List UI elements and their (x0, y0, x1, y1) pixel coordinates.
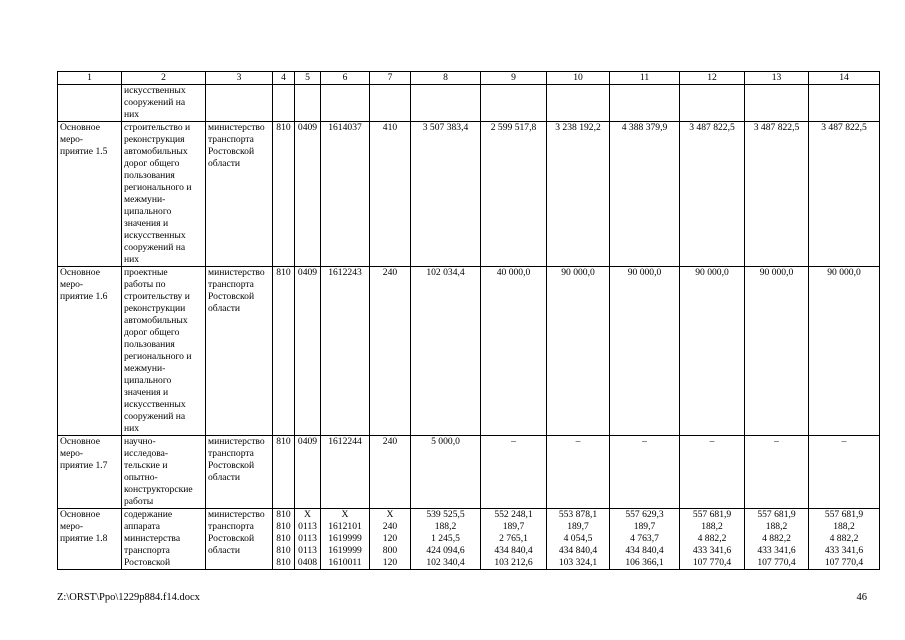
value-cell: 553 878,1 189,7 4 054,5 434 840,4 103 324,1 (547, 509, 610, 570)
value-cell: 3 487 822,5 (680, 122, 745, 267)
code-cell: Х 0113 0113 0113 0408 (295, 509, 321, 570)
header-cell: 1 (58, 72, 122, 85)
executor-cell: министерство транспорта Ростовской области (206, 509, 273, 570)
value-cell: 557 681,9 188,2 4 882,2 433 341,6 107 770,4 (680, 509, 745, 570)
value-cell: 102 034,4 (411, 267, 481, 436)
table-row (58, 436, 880, 509)
value-cell: – (610, 436, 680, 509)
value-cell: – (809, 436, 880, 509)
value-cell: 90 000,0 (547, 267, 610, 436)
code-cell: 1612244 (321, 436, 370, 509)
value-cell: – (547, 436, 610, 509)
measure-name-cell: искусственных сооружений на них (122, 85, 206, 122)
header-cell: 2 (122, 72, 206, 85)
code-cell: 0409 (295, 436, 321, 509)
value-cell: 4 388 379,9 (610, 122, 680, 267)
measure-name-cell: содержание аппарата министерства транспорта Ростовской (122, 509, 206, 570)
code-cell: 810 (273, 267, 295, 436)
header-cell: 3 (206, 72, 273, 85)
value-cell: – (745, 436, 809, 509)
header-row (58, 72, 880, 85)
code-cell: 810 810 810 810 810 (273, 509, 295, 570)
code-cell: Х 240 120 800 120 (370, 509, 411, 570)
value-cell: 90 000,0 (809, 267, 880, 436)
code-cell: 410 (370, 122, 411, 267)
value-cell: 40 000,0 (481, 267, 547, 436)
header-cell: 4 (273, 72, 295, 85)
code-cell: 240 (370, 267, 411, 436)
code-cell: 810 (273, 122, 295, 267)
measure-name-cell: научно- исследова- тельские и опытно- конструкторские работы (122, 436, 206, 509)
value-cell: 3 487 822,5 (809, 122, 880, 267)
executor-cell: министерство транспорта Ростовской области (206, 436, 273, 509)
footer-file-path: Z:\ORST\Ppo\1229p884.f14.docx (57, 592, 200, 603)
value-cell: 90 000,0 (680, 267, 745, 436)
code-cell: 0409 (295, 267, 321, 436)
header-cell: 14 (809, 72, 880, 85)
code-cell: 810 (273, 436, 295, 509)
value-cell: 539 525,5 188,2 1 245,5 424 094,6 102 340,4 (411, 509, 481, 570)
header-cell: 10 (547, 72, 610, 85)
code-cell: 240 (370, 436, 411, 509)
measure-label-cell: Основное меро- приятие 1.5 (58, 122, 122, 267)
header-cell: 13 (745, 72, 809, 85)
value-cell: 3 238 192,2 (547, 122, 610, 267)
header-cell: 5 (295, 72, 321, 85)
budget-table (57, 71, 880, 570)
value-cell: 2 599 517,8 (481, 122, 547, 267)
page-number: 46 (856, 592, 867, 603)
header-cell: 6 (321, 72, 370, 85)
value-cell: 557 629,3 189,7 4 763,7 434 840,4 106 366,1 (610, 509, 680, 570)
code-cell: 1614037 (321, 122, 370, 267)
table-row (58, 509, 880, 570)
code-cell: 0409 (295, 122, 321, 267)
value-cell: 90 000,0 (610, 267, 680, 436)
measure-label-cell: Основное меро- приятие 1.7 (58, 436, 122, 509)
value-cell: 557 681,9 188,2 4 882,2 433 341,6 107 770,4 (745, 509, 809, 570)
header-cell: 7 (370, 72, 411, 85)
table-row (58, 267, 880, 436)
header-cell: 9 (481, 72, 547, 85)
measure-label-cell: Основное меро- приятие 1.6 (58, 267, 122, 436)
header-cell: 8 (411, 72, 481, 85)
value-cell: – (481, 436, 547, 509)
code-cell: Х 1612101 1619999 1619999 1610011 (321, 509, 370, 570)
value-cell: – (680, 436, 745, 509)
header-cell: 11 (610, 72, 680, 85)
value-cell: 5 000,0 (411, 436, 481, 509)
executor-cell: министерство транспорта Ростовской области (206, 267, 273, 436)
code-cell: 1612243 (321, 267, 370, 436)
table-row (58, 122, 880, 267)
table-row (58, 85, 880, 122)
header-cell: 12 (680, 72, 745, 85)
measure-label-cell: Основное меро- приятие 1.8 (58, 509, 122, 570)
value-cell: 90 000,0 (745, 267, 809, 436)
value-cell: 3 507 383,4 (411, 122, 481, 267)
value-cell: 557 681,9 188,2 4 882,2 433 341,6 107 770,4 (809, 509, 880, 570)
value-cell: 3 487 822,5 (745, 122, 809, 267)
measure-name-cell: строительство и реконструкция автомобильных дорог общего пользования регионального и межмуни- ципального значения и искусственных сооружений на них (122, 122, 206, 267)
value-cell: 552 248,1 189,7 2 765,1 434 840,4 103 212,6 (481, 509, 547, 570)
measure-name-cell: проектные работы по строительству и реконструкции автомобильных дорог общего пользования регионального и межмуни- ципального значения и искусственных сооружений на них (122, 267, 206, 436)
executor-cell: министерство транспорта Ростовской области (206, 122, 273, 267)
